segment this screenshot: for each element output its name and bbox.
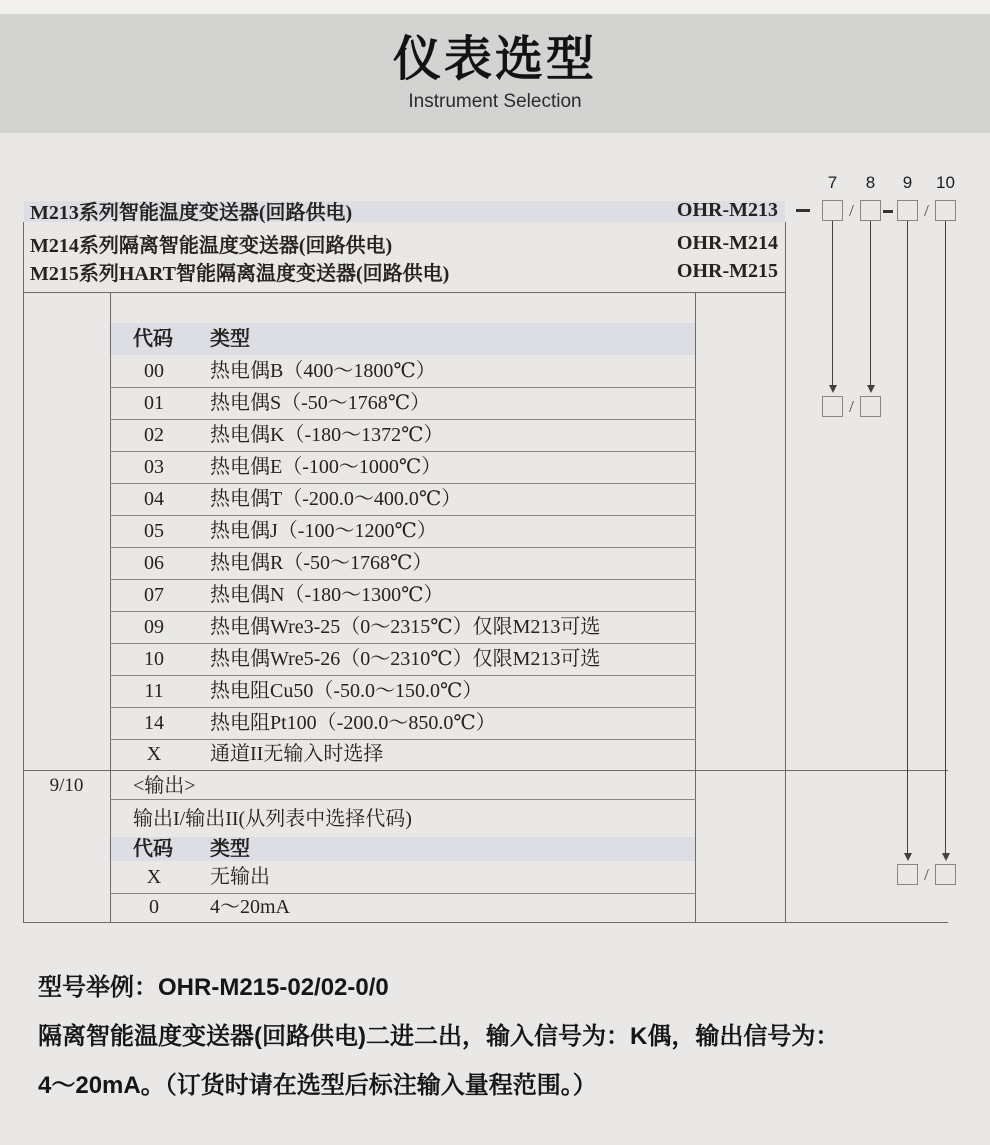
- type-cell: 热电偶N（-180～1300℃）: [210, 584, 444, 606]
- code-cell: 11: [144, 680, 164, 702]
- series-label: M214系列隔离智能温度变送器(回路供电): [30, 234, 393, 257]
- input-header-bar: [111, 323, 695, 355]
- example-model-line: 型号举例：OHR-M215-02/02-0/0: [38, 974, 389, 1001]
- type-cell: 热电偶Wre3-25（0～2315℃）仅限M213可选: [210, 616, 601, 638]
- type-cell: 热电偶K（-180～1372℃）: [210, 424, 444, 446]
- output-header-bar: [111, 837, 695, 861]
- position-number-7: 7: [827, 173, 838, 192]
- series-label: M213系列智能温度变送器(回路供电): [30, 202, 353, 224]
- type-cell: 热电偶T（-200.0～400.0℃）: [210, 488, 462, 510]
- code-cell: 06: [144, 552, 164, 574]
- table-top-border: [23, 292, 786, 293]
- input-row: [0, 675, 990, 707]
- page-subtitle: Instrument Selection: [408, 91, 582, 112]
- dash-separator: [883, 210, 893, 213]
- table-bottom-border: [23, 922, 948, 923]
- arrow-down-icon: [904, 853, 912, 861]
- page-title: 仪表选型: [392, 33, 597, 86]
- type-cell: 通道II无输入时选择: [210, 743, 384, 765]
- input-row: [0, 707, 990, 739]
- type-cell: 热电阻Pt100（-200.0～850.0℃）: [210, 712, 496, 734]
- type-cell: 热电偶B（400～1800℃）: [210, 360, 436, 382]
- slash-separator: /: [924, 201, 929, 220]
- code-cell: 02: [144, 424, 164, 446]
- output-section-title: <输出>: [133, 775, 196, 797]
- output-code-box-2: [935, 864, 956, 885]
- input-row: [0, 547, 990, 579]
- input-row: [0, 419, 990, 451]
- code-cell: 10: [144, 648, 164, 670]
- output-position-label: 9/10: [49, 775, 84, 796]
- code-cell: 05: [144, 520, 164, 542]
- type-cell: 热电偶E（-100～1000℃）: [210, 456, 442, 478]
- code-cell: 00: [144, 360, 164, 382]
- slash-separator: /: [849, 397, 854, 416]
- type-cell: 热电偶Wre5-26（0～2310℃）仅限M213可选: [210, 648, 601, 670]
- output-header-code: 代码: [133, 838, 173, 860]
- input-row: [0, 483, 990, 515]
- series-model: OHR-M213: [676, 199, 778, 221]
- series-row-m213: [30, 199, 778, 222]
- output-section-subtitle: 输出I/输出II(从列表中选择代码): [133, 808, 412, 830]
- input-header-code: 代码: [133, 328, 173, 350]
- type-cell: 热电偶J（-100～1200℃）: [210, 520, 437, 542]
- code-cell: 07: [144, 584, 164, 606]
- code-cell: 04: [144, 488, 164, 510]
- input-row: [0, 611, 990, 643]
- series-row-m215: [30, 259, 778, 283]
- position-number-9: 9: [902, 173, 913, 192]
- leader-line-7: [832, 221, 833, 385]
- type-cell: 热电阻Cu50（-50.0～150.0℃）: [210, 680, 483, 702]
- slash-separator: /: [924, 865, 929, 884]
- series-label: M215系列HART智能隔离温度变送器(回路供电): [30, 262, 450, 285]
- code-cell: 14: [144, 712, 164, 734]
- row-separator: [110, 799, 696, 800]
- type-cell: 无输出: [210, 866, 270, 888]
- leader-line-8: [870, 221, 871, 385]
- output-header-type: 类型: [210, 838, 250, 860]
- input-row: [0, 579, 990, 611]
- input-row: [0, 355, 990, 387]
- input-row: [0, 515, 990, 547]
- leader-line-10: [945, 221, 946, 853]
- position-number-8: 8: [865, 173, 876, 192]
- type-cell: 4～20mA: [210, 896, 290, 918]
- series-model: OHR-M214: [676, 231, 778, 254]
- type-cell: 热电偶S（-50～1768℃）: [210, 392, 431, 414]
- code-box-10: [935, 200, 956, 221]
- output-row: [0, 861, 990, 893]
- top-strip: [0, 0, 990, 14]
- output-row: [0, 893, 990, 922]
- output-code-box-1: [897, 864, 918, 885]
- input-code-box-1: [822, 396, 843, 417]
- slash-separator: /: [849, 201, 854, 220]
- leader-line-9: [907, 221, 908, 853]
- code-cell: X: [146, 743, 162, 765]
- input-row: [0, 739, 990, 770]
- input-header-type: 类型: [210, 328, 250, 350]
- code-cell: 0: [149, 896, 159, 918]
- series-row-m214: [30, 231, 778, 255]
- arrow-down-icon: [942, 853, 950, 861]
- example-note-line: 4～20mA。（订货时请在选型后标注输入量程范围。）: [38, 1072, 597, 1099]
- code-cell: 03: [144, 456, 164, 478]
- code-cell: X: [146, 866, 162, 888]
- code-box-8: [860, 200, 881, 221]
- series-model: OHR-M215: [676, 259, 778, 282]
- type-cell: 热电偶R（-50～1768℃）: [210, 552, 433, 574]
- input-row: [0, 643, 990, 675]
- input-row: [0, 451, 990, 483]
- arrow-down-icon: [867, 385, 875, 393]
- example-description-line: 隔离智能温度变送器(回路供电)二进二出，输入信号为：K偶，输出信号为：: [38, 1023, 840, 1050]
- code-box-9: [897, 200, 918, 221]
- input-code-box-2: [860, 396, 881, 417]
- arrow-down-icon: [829, 385, 837, 393]
- position-number-10: 10: [936, 173, 955, 192]
- code-cell: 09: [144, 616, 164, 638]
- code-box-7: [822, 200, 843, 221]
- code-cell: 01: [144, 392, 164, 414]
- dash-separator: [796, 209, 810, 212]
- output-section-top-border: [23, 770, 948, 771]
